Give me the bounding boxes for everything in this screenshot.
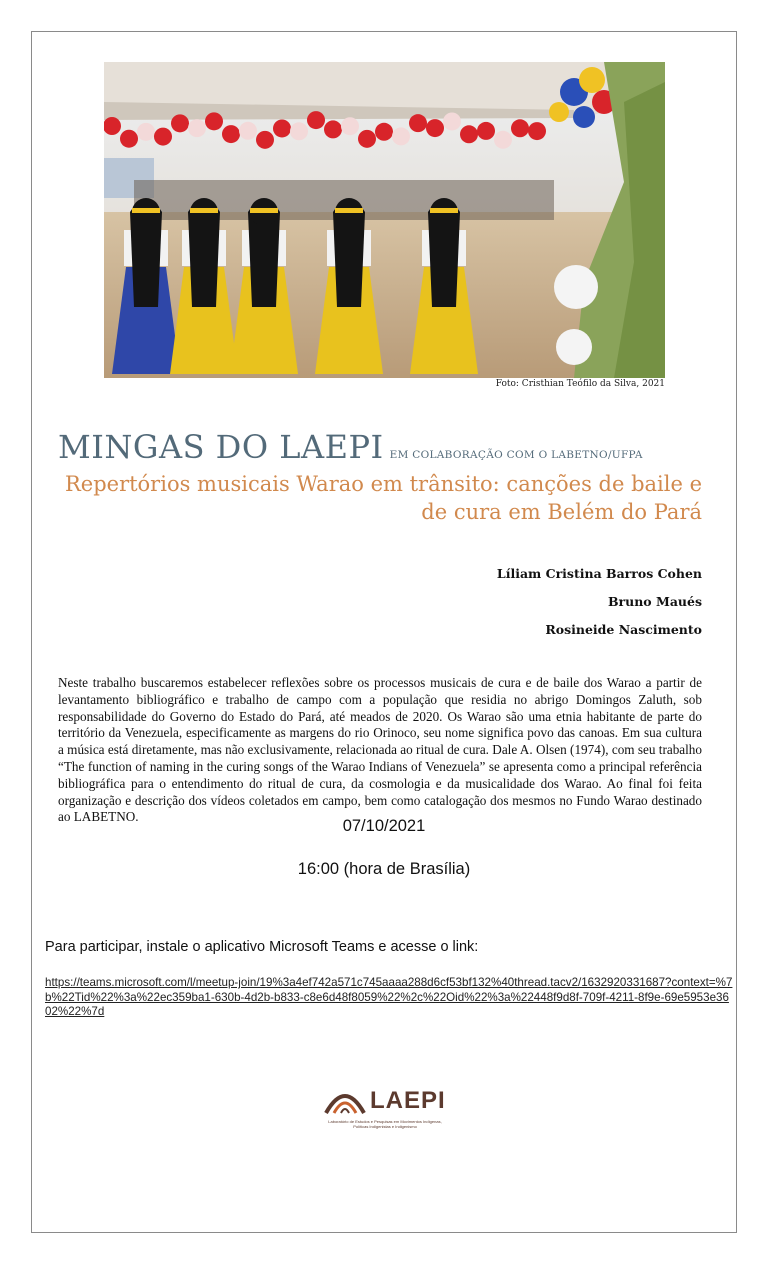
authors-list	[497, 566, 702, 650]
event-photo	[104, 62, 665, 378]
laepi-arch-icon	[322, 1085, 368, 1117]
logo-tagline: Laboratório de Estudos e Pesquisas em Movimentos Indígenas, Políticas Indigenistas e Indigenismo	[328, 1119, 442, 1129]
series-heading	[58, 428, 643, 466]
participation-instructions: Para participar, instale o aplicativo Microsoft Teams e acesse o link:	[45, 939, 479, 955]
event-time: 16:00 (hora de Brasília)	[297, 860, 471, 878]
author-name: Rosineide Nascimento	[545, 622, 702, 637]
author-name: Líliam Cristina Barros Cohen	[496, 566, 702, 581]
abstract-text: Neste trabalho buscaremos estabelecer reflexões sobre os processos musicais de cura e de baile dos Warao a partir de levantamento bibliográfico e trabalho de campo com a população que residia no abrigo Domingos Zaluth, sob responsabilidade do Governo do Estado do Pará, até meados de 2020. Os Warao são uma etnia habitante de parte do território da Venezuela, especificamente as margens do rio Orinoco, seu nome significa povo das canoas. Em sua cultura a música está diretamente, mas não exclusivamente, relacionada ao ritual de cura. Dale A. Olsen (1974), com seu trabalho “The function of naming in the curing songs of the Warao Indians of Venezuela” se apresenta como a principal referência bibliográfica para o entendimento do ritual de cura, da cosmologia e da musicalidade dos Warao. Ao final foi feita organização e descrição dos vídeos coletados em campo, bem como catalogação dos mesmos no Fundo Warao destinado ao LABETNO.	[58, 675, 702, 825]
event-title: Repertórios musicais Warao em trânsito: canções de baile e de cura em Belém do Pará	[64, 472, 702, 524]
photo-credit: Foto: Cristhian Teófilo da Silva, 2021	[495, 379, 665, 389]
collaboration-note: EM COLABORAÇÃO COM O LABETNO/UFPA	[389, 449, 643, 461]
series-title: MINGAS DO LAEPI	[58, 428, 384, 466]
author-name: Bruno Maués	[607, 594, 702, 609]
laepi-logo	[322, 1085, 448, 1133]
dancers-photo-icon	[104, 62, 665, 378]
event-date: 07/10/2021	[342, 817, 426, 835]
teams-meeting-link[interactable]: https://teams.microsoft.com/l/meetup-join/19%3a4ef742a571c745aaaa288d6cf53bf132%40thread.tacv2/1632920331687?context=%7b%22Tid%22%3a%22ec359ba1-630b-4d2b-b833-c8e6d48f8059%22%2c%22Oid%22%3a%22448f9d8f-709f-4211-8f9e-69e5953e3602%22%7d	[45, 976, 733, 1018]
logo-wordmark: LAEPI	[370, 1087, 446, 1114]
